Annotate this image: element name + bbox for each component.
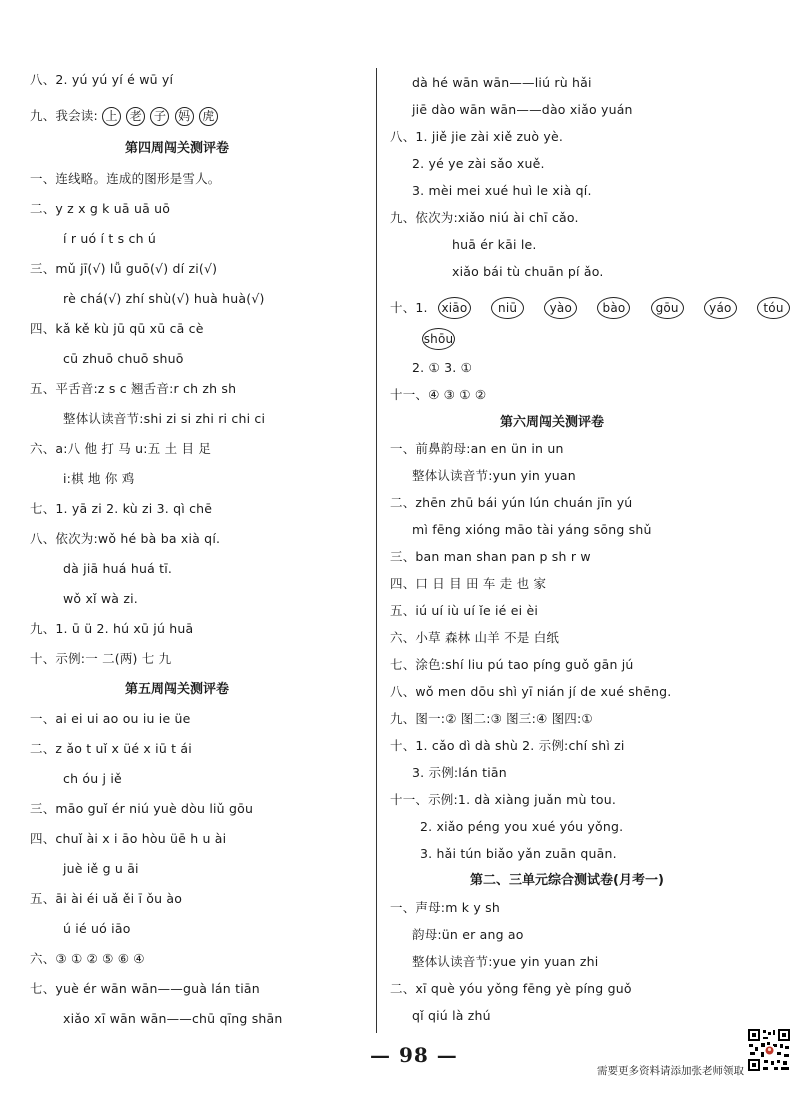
answer-line: 二、zhēn zhū bái yún lún chuán jīn yú <box>390 495 633 510</box>
answer-line: 2. ① 3. ① <box>412 360 472 375</box>
column-divider <box>376 68 377 1033</box>
circled-syllable: bào <box>597 297 630 319</box>
answer-line: 七、涂色:shí liu pú tao píng guǒ gān jú <box>390 657 634 672</box>
answer-line: i:棋 地 你 鸡 <box>63 471 135 486</box>
circled-syllable: niū <box>491 297 524 319</box>
answer-line: 八、依次为:wǒ hé bà ba xià qí. <box>30 531 221 546</box>
answer-line: 二、xī què yóu yǒng fēng yè píng guǒ <box>390 981 632 996</box>
answer-line: 一、前鼻韵母:an en ün in un <box>390 441 564 456</box>
answer-line: 八、2. yú yú yí é wū yí <box>30 72 174 87</box>
answer-line: 十、示例:一 二(两) 七 九 <box>30 651 172 666</box>
answer-line: 八、1. jiě jie zài xiě zuò yè. <box>390 129 564 144</box>
answer-line: 五、āi ài éi uǎ ěi ī ǒu ào <box>30 891 183 906</box>
answer-line: 韵母:ün er ang ao <box>412 927 524 942</box>
answer-line: 五、iú uí iù uí ǐe ié ei èi <box>390 603 539 618</box>
answer-line: 七、1. yā zi 2. kù zi 3. qì chē <box>30 501 213 516</box>
answer-line: 3. mèi mei xué huì le xià qí. <box>412 183 592 198</box>
answer-line: 七、yuè ér wān wān——guà lán tiān <box>30 981 260 996</box>
answer-line: 三、ban man shan pan p sh r w <box>390 549 591 564</box>
answer-line: 2. xiǎo péng you xué yóu yǒng. <box>420 819 624 834</box>
circled-syllable: shōu <box>422 328 455 350</box>
answer-line: 九、依次为:xiǎo niú ài chī cǎo. <box>390 210 579 225</box>
answer-line-circled <box>390 297 800 319</box>
qr-code-icon <box>747 1028 791 1072</box>
answer-line: huā ér kāi le. <box>452 237 537 252</box>
circled-syllable: gōu <box>651 297 684 319</box>
answer-line: 3. hǎi tún biǎo yǎn zuān quān. <box>420 846 617 861</box>
answer-line: 六、a:八 他 打 马 u:五 土 目 足 <box>30 441 212 456</box>
answer-line: 四、口 日 目 田 车 走 也 家 <box>390 576 547 591</box>
answer-line: ch óu j iě <box>63 771 122 786</box>
answer-line: 二、y z x g k uā uā uō <box>30 201 171 216</box>
section-title: 第二、三单元综合测试卷(月考一) <box>470 873 664 888</box>
answer-line: 整体认读音节:shi zi si zhi ri chi ci <box>63 411 266 426</box>
answer-line: 二、z ǎo t uǐ x üé x iū t ái <box>30 741 192 756</box>
answer-line: mì fēng xióng māo tài yáng sōng shǔ <box>412 522 652 537</box>
answer-line: 六、小草 森林 山羊 不是 白纸 <box>390 630 560 645</box>
circled-char: 妈 <box>175 107 194 126</box>
answer-line: 2. yé ye zài sǎo xuě. <box>412 156 545 171</box>
footer-note: 需要更多资料请添加张老师领取 <box>597 1065 744 1077</box>
answer-line: 十一、④ ③ ① ② <box>390 387 487 402</box>
answer-line: 四、kǎ kě kù jū qū xū cā cè <box>30 321 204 336</box>
answer-line-circled <box>30 107 219 126</box>
section-title: 第六周闯关测评卷 <box>500 415 605 430</box>
answer-line: 一、声母:m k y sh <box>390 900 500 915</box>
circled-syllable: yáo <box>704 297 737 319</box>
answer-line: juè iě g u āi <box>63 861 139 876</box>
answer-line: dà jiā huá huá tī. <box>63 561 173 576</box>
answer-line: 十一、示例:1. dà xiàng juǎn mù tou. <box>390 792 617 807</box>
answer-line: 十、1. cǎo dì dà shù 2. 示例:chí shì zi <box>390 738 625 753</box>
answer-line: 四、chuǐ ài x i āo hòu üē h u ài <box>30 831 227 846</box>
circled-syllable: xiāo <box>438 297 471 319</box>
circled-char: 老 <box>126 107 145 126</box>
page-number: — 98 — <box>370 1043 458 1067</box>
answer-line-circled <box>422 328 471 350</box>
section-title: 第四周闯关测评卷 <box>125 141 230 156</box>
answer-line: 八、wǒ men dōu shì yī nián jí de xué shēng. <box>390 684 672 699</box>
answer-line: 九、图一:② 图二:③ 图三:④ 图四:① <box>390 711 593 726</box>
answer-line: í r uó í t s ch ú <box>63 231 156 246</box>
answer-line: 整体认读音节:yue yin yuan zhi <box>412 954 599 969</box>
answer-line: 三、māo guǐ ér niú yuè dòu liǔ gōu <box>30 801 254 816</box>
answer-line: dà hé wān wān——liú rù hǎi <box>412 75 592 90</box>
answer-line: 一、ai ei ui ao ou iu ie üe <box>30 711 191 726</box>
circled-char: 子 <box>150 107 169 126</box>
answer-line: jiē dào wān wān——dào xiǎo yuán <box>412 102 633 117</box>
answer-prefix: 九、我会读: <box>30 108 98 123</box>
circled-syllable: tóu <box>757 297 790 319</box>
answer-line: 九、1. ū ü 2. hú xū jú huā <box>30 621 194 636</box>
circled-syllable: yào <box>544 297 577 319</box>
answer-line: qǐ qiú là zhú <box>412 1008 491 1023</box>
answer-line: wǒ xǐ wà zi. <box>63 591 138 606</box>
circled-char: 上 <box>102 107 121 126</box>
answer-prefix: 十、1. <box>390 300 428 315</box>
answer-line: 三、mǔ jī(√) lǚ guō(√) dí zi(√) <box>30 261 218 276</box>
answer-line: ú ié uó iāo <box>63 921 131 936</box>
answer-line: xiǎo xī wān wān——chū qīng shān <box>63 1011 283 1026</box>
section-title: 第五周闯关测评卷 <box>125 682 230 697</box>
circled-char: 虎 <box>199 107 218 126</box>
answer-line: cū zhuō chuō shuō <box>63 351 184 366</box>
answer-line: rè chá(√) zhí shù(√) huà huà(√) <box>63 291 265 306</box>
answer-line: xiǎo bái tù chuān pí ǎo. <box>452 264 604 279</box>
answer-line: 3. 示例:lán tiān <box>412 765 507 780</box>
answer-line: 一、连线略。连成的图形是雪人。 <box>30 171 221 186</box>
answer-line: 六、③ ① ② ⑤ ⑥ ④ <box>30 951 145 966</box>
answer-line: 五、平舌音:z s c 翘舌音:r ch zh sh <box>30 381 237 396</box>
answer-line: 整体认读音节:yun yin yuan <box>412 468 576 483</box>
